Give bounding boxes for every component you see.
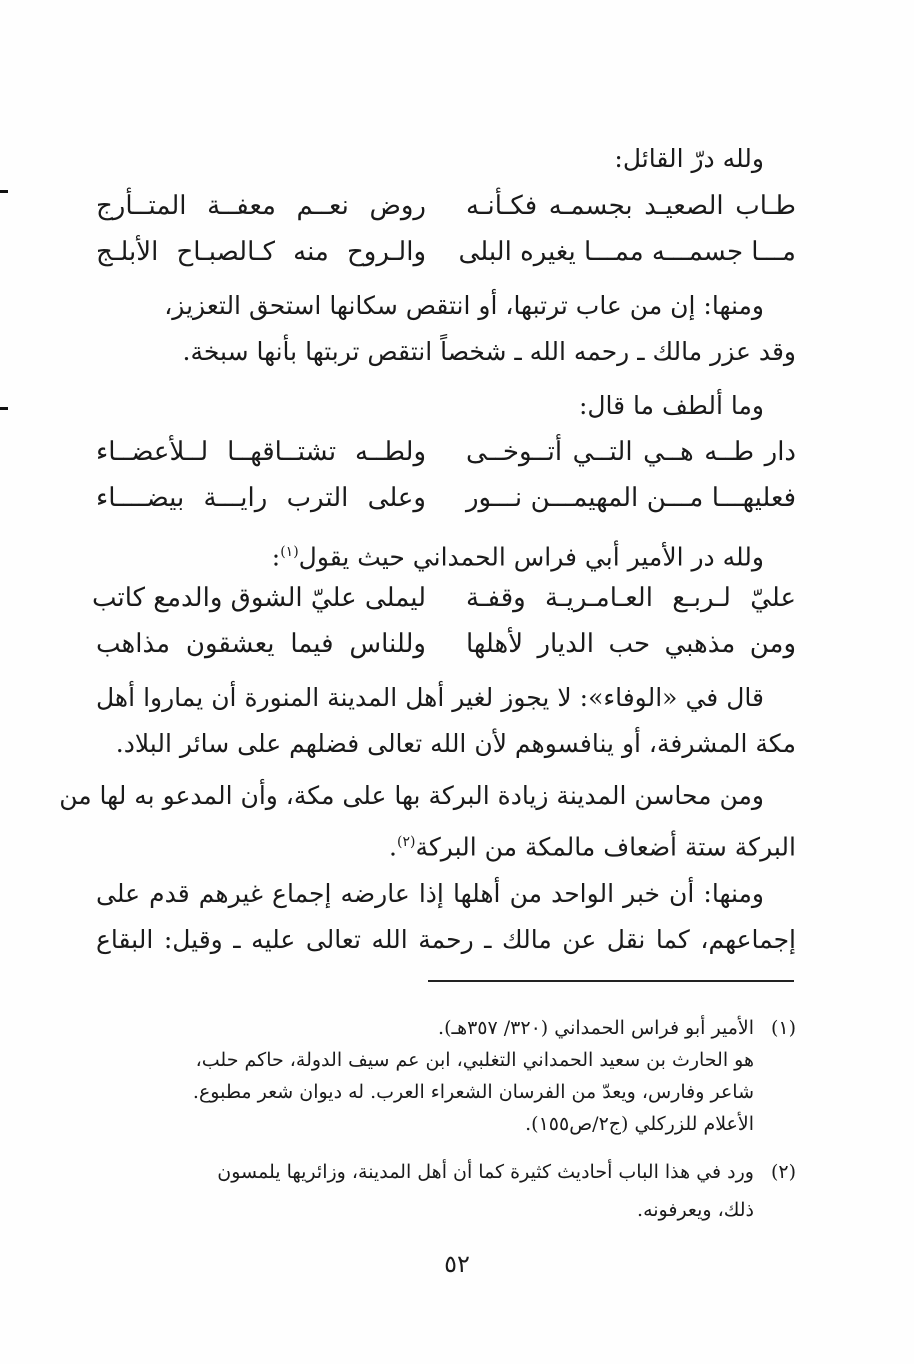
verse-hemistich: فعليهـــا مـــن المهيمـــن نـــور — [466, 483, 796, 513]
verse-hemistich: مـــا جسمـــه ممـــا يغيره البلى — [458, 237, 796, 267]
verse-hemistich: والـروح منه كـالصبـاح الأبلـج — [96, 237, 426, 267]
footnote-line: شاعر وفارس، ويعدّ من الفرسان الشعراء العرب. له ديوان شعر مطبوع. — [192, 1081, 754, 1103]
footnote-number: (٢) — [770, 1161, 796, 1183]
margin-mark — [0, 407, 8, 410]
paragraph-line: ومنها: إن من عاب ترتبها، أو انتقص سكانها استحق التعزيز، — [164, 291, 764, 320]
footnote-text: الأمير أبو فراس الحمداني (٣٢٠/ ٣٥٧هـ). — [438, 1017, 754, 1039]
footnote-1 — [96, 1014, 796, 1043]
margin-mark — [0, 190, 8, 193]
paragraph-line: وقد عزر مالك ـ رحمه الله ـ شخصاً انتقص تربتها بأنها سبخة. — [182, 337, 796, 366]
verse-hemistich: طـاب الصعيـد بجسمـه فكـأنـه — [466, 191, 796, 221]
verse-hemistich: ومن مذهبي حب الديار لأهلها — [466, 629, 796, 659]
page-number: ٥٢ — [444, 1250, 470, 1278]
verse-hemistich: وللناس فيما يعشقون مذاهب — [96, 629, 426, 659]
footnote-line: الأعلام للزركلي (ج٢/ص١٥٥). — [525, 1113, 754, 1135]
footnote-2 — [96, 1158, 796, 1187]
footnote-line: ذلك، ويعرفونه. — [637, 1199, 754, 1221]
verse-line — [96, 620, 796, 668]
verse-hemistich: وعلى الترب رايـــة بيضــــاء — [96, 483, 426, 513]
poem-intro: وما ألطف ما قال: — [578, 391, 764, 420]
paragraph-line: مكة المشرفة، أو ينافسوهم لأن الله تعالى فضلهم على سائر البلاد. — [115, 729, 796, 758]
paragraph-line: ومنها: أن خبر الواحد من أهلها إذا عارضه إجماع غيرهم قدم على — [96, 879, 764, 908]
verse-line — [96, 228, 796, 276]
verse-hemistich: ليملى عليّ الشوق والدمع كاتب — [91, 583, 426, 613]
poem-intro-colon: : — [271, 542, 281, 572]
footnote-ref: (١) — [280, 544, 299, 560]
verse-line — [96, 182, 796, 230]
paragraph-end: . — [389, 832, 397, 862]
verse-hemistich: ولطــه تشتــاقهــا لــلأعضــاء — [96, 437, 426, 467]
verse-hemistich: عليّ لـربـع العـامـريـة وقفـة — [466, 583, 796, 613]
poem-intro-text: ولله در الأمير أبي فراس الحمداني حيث يقول — [298, 542, 764, 572]
verse-hemistich: روض نعــم معفــة المتــأرج — [96, 191, 426, 221]
footnote-separator — [428, 980, 794, 982]
paragraph-line — [96, 818, 796, 871]
verse-line — [96, 474, 796, 522]
footnote-ref: (٢) — [397, 834, 416, 850]
poem-intro: ولله درّ القائل: — [614, 144, 764, 173]
verse-line — [96, 428, 796, 476]
paragraph-line: ومن محاسن المدينة زيادة البركة بها على مكة، وأن المدعو به لها من — [59, 781, 764, 810]
verse-line — [91, 574, 796, 622]
paragraph-line: قال في «الوفاء»: لا يجوز لغير أهل المدينة المنورة أن يماروا أهل — [96, 683, 764, 712]
paragraph-text: البركة ستة أضعاف مالمكة من البركة — [415, 832, 796, 862]
footnote-line: هو الحارث بن سعيد الحمداني التغلبي، ابن عم سيف الدولة، حاكم حلب، — [195, 1049, 754, 1071]
footnote-text: ورد في هذا الباب أحاديث كثيرة كما أن أهل المدينة، وزائريها يلمسون — [217, 1161, 754, 1183]
paragraph-line: إجماعهم، كما نقل عن مالك ـ رحمة الله تعالى عليه ـ وقيل: البقاع — [96, 925, 796, 954]
footnote-number: (١) — [770, 1017, 796, 1039]
verse-hemistich: دار طــه هــي التــي أتــوخــى — [466, 437, 796, 467]
